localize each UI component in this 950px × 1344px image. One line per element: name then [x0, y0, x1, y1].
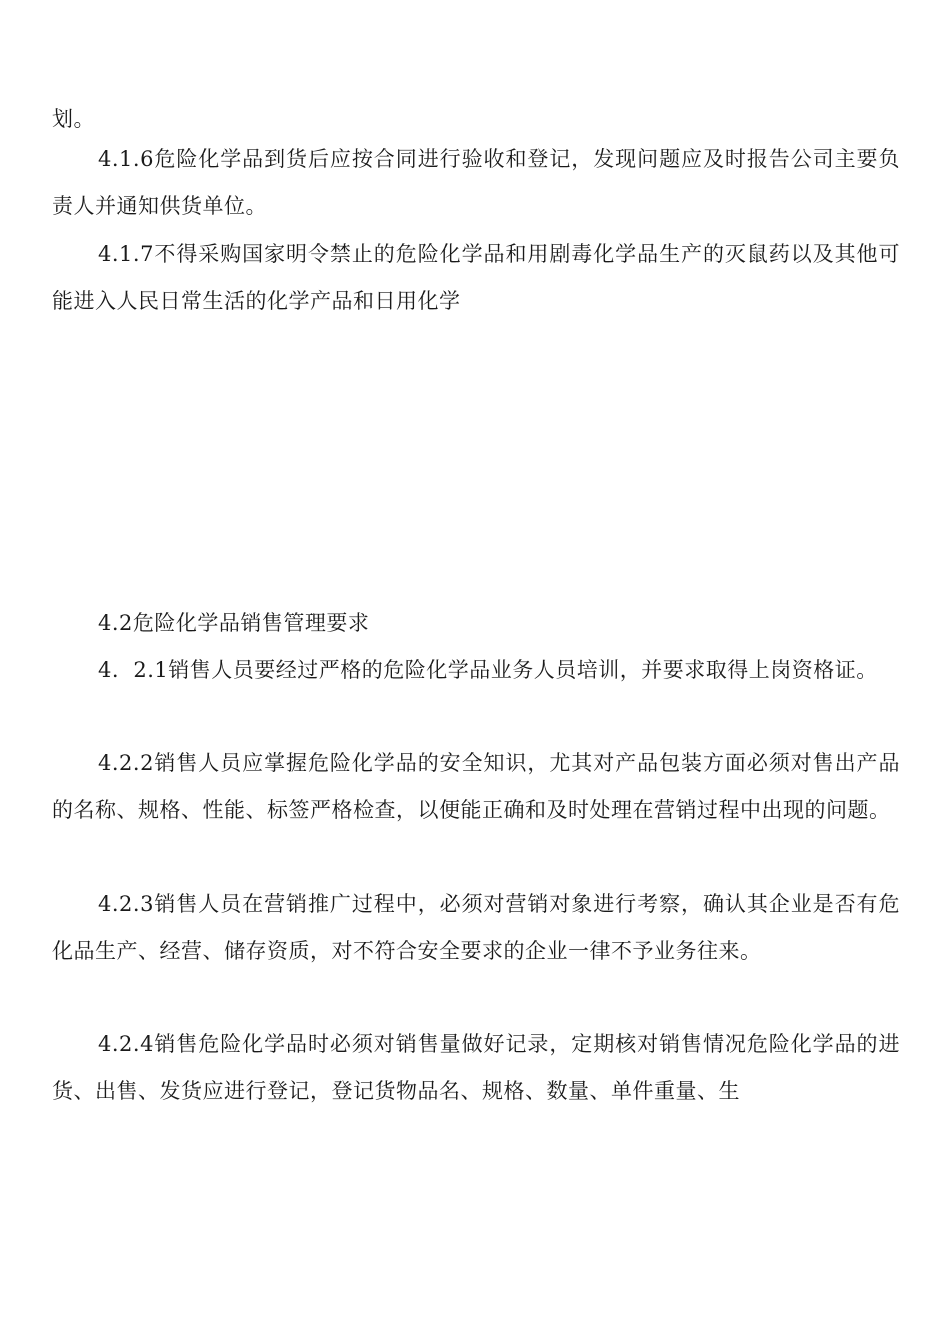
paragraph-4-2-1: 4. 2.1销售人员要经过严格的危险化学品业务人员培训，并要求取得上岗资格证。 — [98, 658, 878, 682]
paragraph-continuation: 划。 — [52, 107, 95, 131]
paragraph-4-2-4: 4.2.4销售危险化学品时必须对销售量做好记录，定期核对销售情况危险化学品的进货、出售、发货应进行登记，登记货物品名、规格、数量、单件重量、生 — [52, 1032, 900, 1103]
section-heading-4-2: 4.2危险化学品销售管理要求 — [98, 611, 370, 635]
paragraph-4-2-2: 4.2.2销售人员应掌握危险化学品的安全知识，尤其对产品包装方面必须对售出产品的名称、规格、性能、标签严格检查，以便能正确和及时处理在营销过程中出现的问题。 — [52, 751, 900, 822]
paragraph-4-2-3: 4.2.3销售人员在营销推广过程中，必须对营销对象进行考察，确认其企业是否有危化品生产、经营、储存资质，对不符合安全要求的企业一律不予业务往来。 — [52, 892, 900, 963]
paragraph-4-1-7: 4.1.7不得采购国家明令禁止的危险化学品和用剧毒化学品生产的灭鼠药以及其他可能进入人民日常生活的化学产品和日用化学 — [52, 242, 900, 313]
paragraph-4-1-6: 4.1.6危险化学品到货后应按合同进行验收和登记，发现问题应及时报告公司主要负责人并通知供货单位。 — [52, 147, 900, 218]
